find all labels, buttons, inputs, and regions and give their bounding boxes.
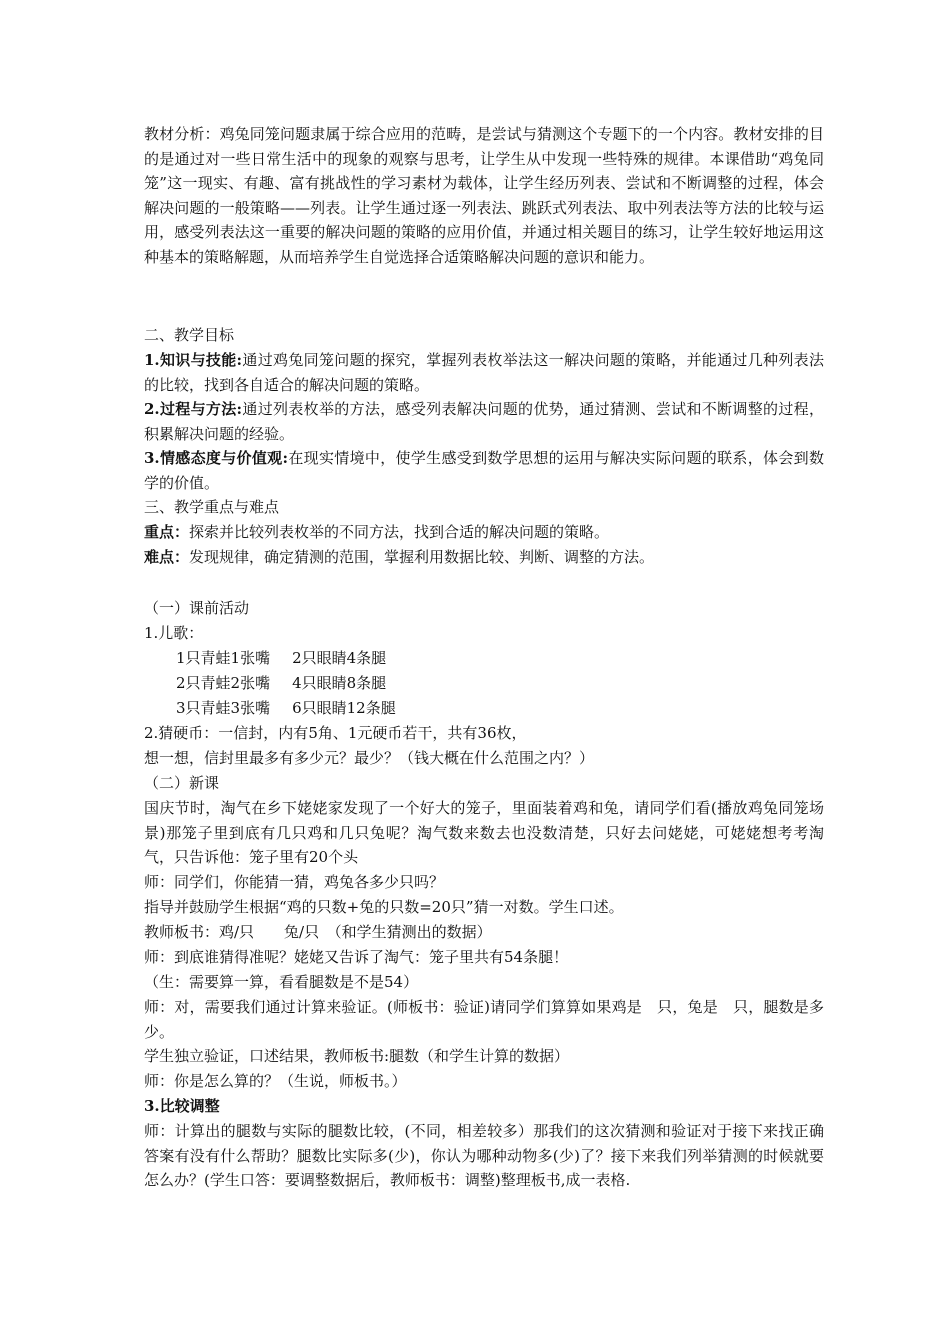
lesson-line: （生：需要算一算，看看腿数是不是54） [144,973,419,991]
goals-heading: 二、教学目标 [144,326,235,344]
lesson-line: 教师板书：鸡/只 兔/只 （和学生猜测出的数据） [144,923,492,941]
key-difficulty-label: 难点： [144,548,190,566]
lesson-line: 师：同学们，你能猜一猜，鸡兔各多少只吗？ [144,873,445,891]
goal-text: 通过鸡兔同笼问题的探究，掌握列表枚举法这一解决问题的策略，并能通过几种列表法的比较，找到各自适合的解决问题的策略。 [144,351,824,394]
lesson-line: 学生独立验证，口述结果，教师板书:腿数（和学生计算的数据） [144,1047,570,1065]
textbook-analysis-paragraph: 教材分析：鸡兔同笼问题隶属于综合应用的范畴，是尝试与猜测这个专题下的一个内容。教材安排的目的是通过对一些日常生活中的现象的观察与思考，让学生从中发现一些特殊的规律。本课借助“鸡兔同笼”这一现实、有趣、富有挑战性的学习素材为载体，让学生经历列表、尝试和不断调整的过程，体会解决问题的一般策略——列表。让学生通过逐一列表法、跳跃式列表法、取中列表法等方法的比较与运用，感受列表法这一重要的解决问题的策略的应用价值，并通过相关题目的练习，让学生较好地运用这种基本的策略解题，从而培养学生自觉选择合适策略解决问题的意识和能力。 [144,125,824,266]
goal-text: 在现实情境中，使学生感受到数学思想的运用与解决实际问题的联系，体会到数学的价值。 [144,449,824,492]
song-line: 2只青蛙2张嘴 4只眼睛8条腿 [176,674,387,692]
song-line: 3只青蛙3张嘴 6只眼睛12条腿 [176,699,396,717]
goal-label: 3.情感态度与价值观: [144,449,289,467]
key-focus-text: 探索并比较列表枚举的不同方法，找到合适的解决问题的策略。 [189,523,610,541]
goal-item-attitude [144,446,824,495]
key-focus-line [144,520,834,545]
goal-label: 2.过程与方法: [144,400,243,418]
goal-label: 1.知识与技能: [144,351,243,369]
song-title: 1.儿歌： [144,624,204,642]
key-difficulty-line [144,545,834,570]
coin-question-line: 想一想，信封里最多有多少元？最少？（钱大概在什么范围之内？） [144,749,595,767]
activity-heading: （一）课前活动 [144,599,250,617]
song-line: 1只青蛙1张嘴 2只眼睛4条腿 [176,649,387,667]
goal-text: 通过列表枚举的方法，感受列表解决问题的优势，通过猜测、尝试和不断调整的过程，积累解决问题的经验。 [144,400,824,443]
goal-item-knowledge [144,348,824,397]
lesson-line: 师：到底谁猜得准呢？姥姥又告诉了淘气：笼子里共有54条腿！ [144,948,569,966]
lesson-intro-paragraph: 国庆节时，淘气在乡下姥姥家发现了一个好大的笼子，里面装着鸡和兔，请同学们看(播放鸡兔同笼场景)那笼子里到底有几只鸡和几只兔呢？淘气数来数去也没数清楚，只好去问姥姥，可姥姥想考考淘气，只告诉他：笼子里有20个头 [144,799,824,866]
lesson-heading: （二）新课 [144,774,220,792]
goal-item-process [144,397,824,446]
key-difficulty-text: 发现规律，确定猜测的范围，掌握利用数据比较、判断、调整的方法。 [189,548,655,566]
coin-guess-line: 2.猜硬币：一信封，内有5角、1元硬币若干，共有36枚， [144,724,527,742]
lesson-verify-paragraph: 师：对，需要我们通过计算来验证。(师板书：验证)请同学们算算如果鸡是 只，兔是 只，腿数是多少。 [144,998,824,1041]
lesson-line: 师：你是怎么算的？（生说，师板书。） [144,1072,407,1090]
lesson-adjust-paragraph: 师：计算出的腿数与实际的腿数比较，(不同，相差较多）那我们的这次猜测和验证对于接下来找正确答案有没有什么帮助？腿数比实际多(少)，你认为哪种动物多(少)了？接下来我们列举猜测的时候就要怎么办？(学生口答：要调整数据后，教师板书：调整)整理板书,成一表格. [144,1122,824,1189]
compare-adjust-heading: 3.比较调整 [144,1097,220,1115]
key-focus-label: 重点： [144,523,190,541]
key-points-heading: 三、教学重点与难点 [144,498,280,516]
lesson-line: 指导并鼓励学生根据“鸡的只数+兔的只数=20只”猜一对数。学生口述。 [144,898,624,916]
